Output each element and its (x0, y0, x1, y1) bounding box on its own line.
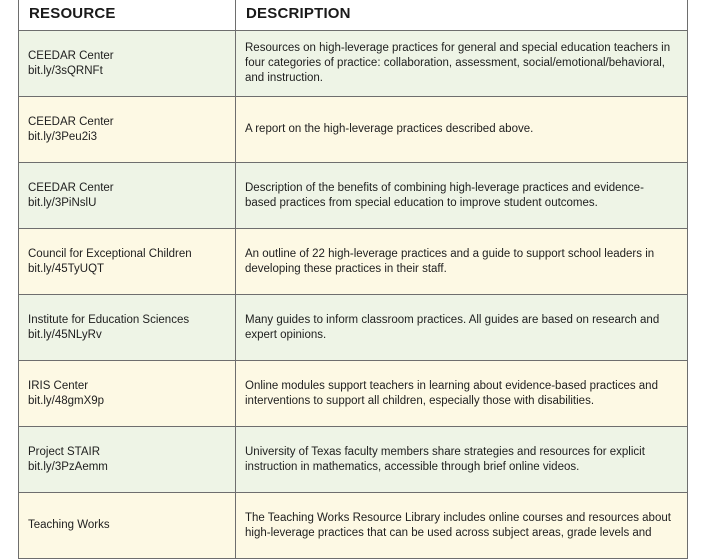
resource-cell (19, 361, 236, 426)
table-row (19, 163, 687, 229)
resource-cell (19, 163, 236, 228)
resource-name: CEEDAR Center (28, 181, 114, 194)
resource-name: Teaching Works (28, 519, 110, 531)
resource-link[interactable]: bit.ly/45TyUQT (28, 262, 105, 275)
description-cell (236, 163, 687, 228)
resource-link[interactable]: bit.ly/3PzAemm (28, 460, 108, 473)
resource-cell (19, 31, 236, 96)
resource-description: Online modules support teachers in learning about evidence-based practices and interventions to support all children, especially those with disabilities. (245, 379, 658, 407)
table-header (19, 0, 687, 31)
resource-table (18, 0, 688, 559)
resource-description: University of Texas faculty members share strategies and resources for explicit instruction in mathematics, accessible through brief online videos. (245, 445, 645, 473)
resource-name: CEEDAR Center (28, 115, 114, 128)
description-cell (236, 361, 687, 426)
resource-link[interactable]: bit.ly/3PiNslU (28, 196, 97, 209)
resource-description: Many guides to inform classroom practices. All guides are based on research and expert opinions. (245, 313, 660, 341)
description-cell (236, 31, 687, 96)
description-cell (236, 295, 687, 360)
resource-link[interactable]: bit.ly/45NLyRv (28, 328, 102, 341)
resource-link[interactable]: bit.ly/3Peu2i3 (28, 130, 98, 143)
resource-name: Council for Exceptional Children (28, 247, 192, 260)
resource-name: Project STAIR (28, 445, 100, 458)
resource-link[interactable]: bit.ly/48gmX9p (28, 394, 105, 407)
table-row (19, 361, 687, 427)
table-row (19, 97, 687, 163)
resource-description: Resources on high-leverage practices for general and special education teachers in four categories of practice: collaboration, assessment, social/emotional/behavioral, and instruction. (245, 42, 671, 84)
table-row (19, 229, 687, 295)
resource-cell (19, 229, 236, 294)
table-row (19, 295, 687, 361)
table-row (19, 493, 687, 559)
description-cell (236, 97, 687, 162)
description-cell (236, 229, 687, 294)
description-cell (236, 427, 687, 492)
resource-name: Institute for Education Sciences (28, 313, 190, 326)
resource-cell (19, 97, 236, 162)
table-row (19, 427, 687, 493)
resource-name: CEEDAR Center (28, 49, 114, 62)
resource-cell (19, 295, 236, 360)
header-resource: RESOURCE (19, 0, 236, 30)
table-row (19, 31, 687, 97)
resource-link[interactable]: bit.ly/3sQRNFt (28, 64, 103, 77)
resource-description: Description of the benefits of combining high-leverage practices and evidence-based practices from special education to improve student outcomes. (245, 181, 644, 209)
header-description: DESCRIPTION (246, 5, 351, 22)
resource-description: The Teaching Works Resource Library includes online courses and resources about high-leverage practices that can be used across subject areas, grade levels and (245, 511, 671, 539)
resource-name: IRIS Center (28, 379, 89, 392)
resource-cell (19, 427, 236, 492)
resource-description: A report on the high-leverage practices described above. (245, 123, 534, 135)
resource-description: An outline of 22 high-leverage practices and a guide to support school leaders in developing these practices in their staff. (245, 247, 655, 275)
